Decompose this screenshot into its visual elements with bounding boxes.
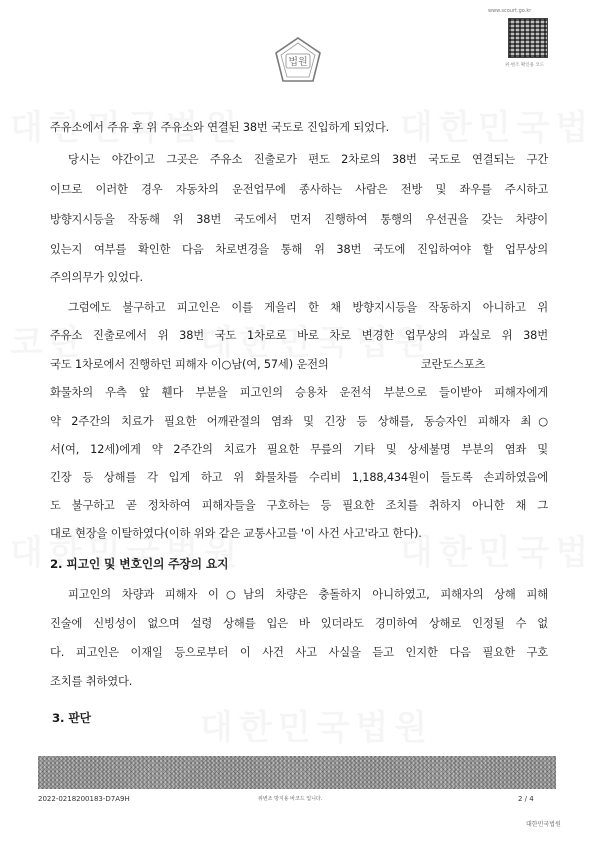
body-line: 피고인의 차량과 피해자 이○남의 차량은 충돌하지 아니하였고, 피해자의 상해 피해 <box>68 588 548 601</box>
body-line: 있는지 여부를 확인한 다음 차로변경을 통해 위 38번 국도에 진입하여야 할 업무상의 <box>50 243 548 256</box>
body-line: 주유소에서 주유 후 위 주유소와 연결된 38번 국도로 진입하게 되었다. <box>50 121 390 134</box>
body-line: 긴장 등 상해를 각 입게 하고 위 화물차를 수리비 1,188,434원이 들도록 손괴하였음에 <box>50 471 548 484</box>
watermark <box>400 100 595 149</box>
anti-forgery-barcode <box>38 756 556 789</box>
section-heading: 3. 판단 <box>52 711 91 725</box>
watermark <box>200 700 433 749</box>
document-id: 2022-0218200183-D7A9H <box>38 795 130 803</box>
watermark <box>400 525 595 574</box>
body-line: 대로 현장을 이탈하였다(이하 위와 같은 교통사고를 '이 사건 사고'라고 한다). <box>50 527 422 540</box>
body-line: 당시는 야간이고 그곳은 주유소 진출로가 편도 2차로의 38번 국도로 연결되는 구간 <box>68 153 548 166</box>
court-name: 대한민국법원 <box>526 821 561 828</box>
body-line: 다. 피고인은 이재일 등으로부터 이 사건 사고 사실을 듣고 인지한 다음 필요한 구호 <box>50 646 548 659</box>
body-line: 이므로 이러한 경우 자동차의 운전업무에 종사하는 사람은 전방 및 좌우를 주시하고 <box>50 183 548 196</box>
court-url: www.scourt.go.kr <box>488 8 532 14</box>
vehicle-model: 코란도스포츠 <box>420 358 486 371</box>
body-line: 도 불구하고 곧 정차하여 피해자들을 구호하는 등 필요한 조치를 취하지 아니한 채 그 <box>50 499 548 512</box>
seal-label: 법원 <box>288 57 308 68</box>
section-heading: 2. 피고인 및 변호인의 주장의 요지 <box>50 557 229 571</box>
body-line: 주의의무가 있었다. <box>50 271 143 284</box>
body-line: 서(여, 12세)에게 약 2주간의 치료가 필요한 무릎의 기타 및 상세불명 부분의 염좌 및 <box>50 443 548 456</box>
court-seal-icon <box>273 36 323 86</box>
body-line: 그럼에도 불구하고 피고인은 이를 게을리 한 채 방향지시등을 작동하지 아니하고 위 <box>68 301 548 314</box>
qr-caption: 위·변조 확인용 코드 <box>505 63 545 68</box>
body-line <box>50 358 485 372</box>
body-line: 방향지시등을 작동해 위 38번 국도에서 먼저 진행하여 통행의 우선권을 갖는 차량이 <box>50 213 548 226</box>
verification-qr-code <box>508 18 548 58</box>
redacted-plate-number <box>329 359 391 371</box>
barcode-note: 위변조 방지용 바코드 입니다. <box>258 796 323 802</box>
body-line-text: 국도 1차로에서 진행하던 피해자 이○남(여, 57세) 운전의 <box>50 358 329 371</box>
body-line: 조치를 취하였다. <box>50 675 133 688</box>
body-line: 약 2주간의 치료가 필요한 어깨관절의 염좌 및 긴장 등 상해를, 동승자인 피해자 최○ <box>50 415 548 428</box>
page-number: 2 / 4 <box>518 795 534 803</box>
body-line: 화물차의 우측 앞 휀다 부분을 피고인의 승용차 운전석 부분으로 들이받아 피해자에게 <box>50 386 548 399</box>
body-line: 주유소 진출로에서 위 38번 국도 1차로로 바로 차로 변경한 업무상의 과실로 위 38번 <box>50 329 548 342</box>
body-line: 진술에 신빙성이 없으며 설령 상해를 입은 바 있더라도 경미하여 상해로 인정될 수 없 <box>50 617 548 630</box>
